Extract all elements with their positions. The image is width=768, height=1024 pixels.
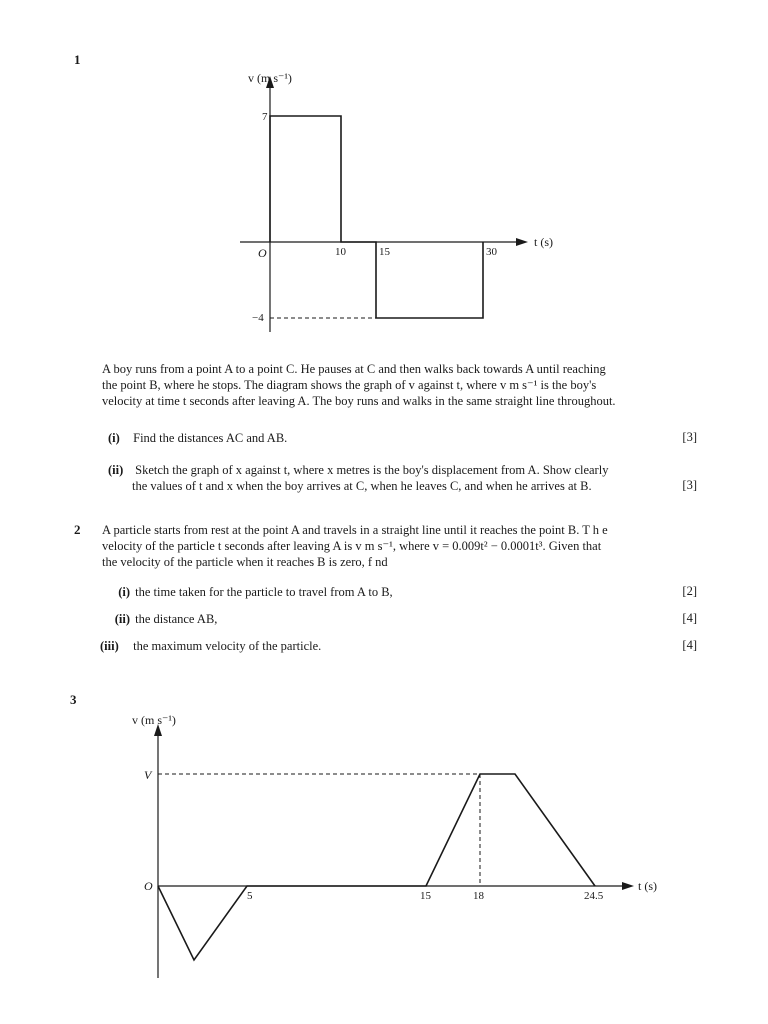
- q2-part-iii-text: the maximum velocity of the particle.: [133, 639, 322, 653]
- q2-part-ii-marks: [4]: [682, 611, 697, 625]
- q1-y-tick-minus4: −4: [252, 312, 264, 324]
- q1-part-ii-text-line1: Sketch the graph of x against t, where x metres is the boy's displacement from A. Show clearly: [135, 463, 609, 477]
- q2-text-line: the velocity of the particle when it reaches B is zero, f nd: [102, 555, 388, 569]
- question-number-3: 3: [70, 692, 77, 707]
- q2-text-line: A particle starts from rest at the point A and travels in a straight line until it reaches the point B. T h e: [102, 523, 608, 537]
- q3-x-tick-15: 15: [420, 890, 431, 902]
- q2-part-i-label: (i): [118, 585, 130, 599]
- q2-part-i-text: the time taken for the particle to travel from A to B,: [135, 585, 393, 599]
- q1-question-text: [102, 361, 702, 409]
- q3-velocity-line: [158, 774, 595, 960]
- q1-velocity-line: [270, 116, 483, 318]
- q3-x-axis-label: t (s): [638, 879, 657, 893]
- q3-x-tick-24-5: 24.5: [584, 890, 604, 902]
- q3-y-axis-label: v (m s⁻¹): [132, 713, 176, 727]
- q1-part-ii: [108, 462, 668, 494]
- q2-text-line: velocity of the particle t seconds after leaving A is v m s⁻¹, where v = 0.009t² − 0.0001t³. Given that: [102, 539, 602, 553]
- q2-part-ii: [104, 611, 604, 627]
- q1-x-tick-15: 15: [379, 246, 390, 258]
- q1-part-i: [108, 430, 698, 446]
- q1-part-i-label: (i): [108, 431, 120, 445]
- q1-text-line: the point B, where he stops. The diagram shows the graph of v against t, where v m s⁻¹ is the boy's: [102, 378, 597, 392]
- q1-part-i-marks: [3]: [682, 430, 697, 444]
- q3-x-axis-arrow: [622, 882, 634, 890]
- q1-x-axis-label: t (s): [534, 235, 553, 249]
- q1-x-tick-10: 10: [335, 246, 346, 258]
- q1-velocity-time-graph: [230, 60, 570, 340]
- q1-text-line: A boy runs from a point A to a point C. He pauses at C and then walks back towards A until reaching: [102, 362, 606, 376]
- q2-question-text: [102, 522, 702, 570]
- q1-x-tick-30: 30: [486, 246, 497, 258]
- q1-part-ii-label: (ii): [108, 463, 124, 477]
- q2-part-ii-text: the distance AB,: [135, 612, 218, 626]
- q3-origin-label: O: [144, 879, 153, 893]
- q1-origin-label: O: [258, 246, 267, 260]
- q2-part-iii-marks: [4]: [682, 638, 697, 652]
- q1-y-axis-label: v (m s⁻¹): [248, 71, 292, 85]
- q1-x-axis-arrow: [516, 238, 528, 246]
- q1-part-ii-marks: [3]: [682, 478, 697, 492]
- q3-x-tick-18: 18: [473, 890, 484, 902]
- q3-velocity-time-graph: [120, 706, 680, 986]
- q1-part-i-text: Find the distances AC and AB.: [133, 431, 288, 445]
- q2-part-iii-label: (iii): [100, 639, 119, 653]
- q2-part-i: [104, 584, 604, 600]
- question-number-1: 1: [74, 52, 81, 67]
- q3-x-tick-5: 5: [247, 890, 253, 902]
- q3-y-tick-V: V: [144, 768, 152, 782]
- q2-part-i-marks: [2]: [682, 584, 697, 598]
- q2-part-iii: [100, 638, 600, 654]
- question-number-2: 2: [74, 522, 81, 537]
- q2-part-ii-label: (ii): [114, 612, 130, 626]
- q1-text-line: velocity at time t seconds after leaving A. The boy runs and walks in the same straight line throughout.: [102, 394, 616, 408]
- q1-part-ii-text-line2: the values of t and x when the boy arrives at C, when he leaves C, and when he arrives at B.: [132, 479, 592, 493]
- q1-y-tick-7: 7: [262, 111, 268, 123]
